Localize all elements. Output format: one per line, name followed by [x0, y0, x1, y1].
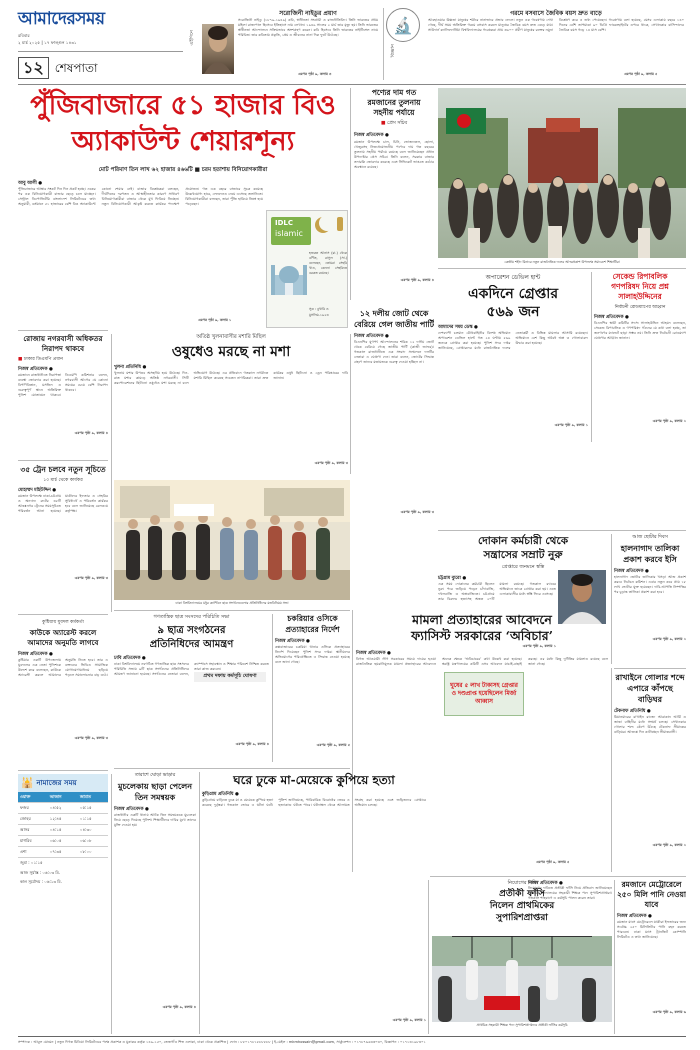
chakaria-byline: নিজস্ব প্রতিবেদক ●	[275, 639, 310, 644]
rakhine-headline: রাখাইনে গোলার শব্দে এপারে কাঁপছে বাড়িঘর	[615, 672, 685, 704]
hanging-body: নিয়োগের দাবিতে প্রতীকী ফাঁসি নিয়ে প্রতিবাদ জানিয়েছেন প্রাথমিক বিদ্যালয়ের সহকারী শিক্ষক পদে সুপারিশপ্রাপ্তরা। গতকাল শাহবাগে এ কর্মসূচি পালন করেন তারা।	[528, 886, 612, 900]
lead-headline-line2: অ্যাকাউন্ট শেয়ারশূন্য	[71, 126, 295, 157]
reform-continue: এরপর পৃষ্ঠা ৯, কলাম ২	[652, 419, 686, 423]
rakhine-body: মিয়ানমারের রাখাইন রাজ্যে আরাকান আর্মি ও জান্তা বাহিনীর মধ্যে সংঘর্ষ চলছে। সেখানকার গোলার শব্দে কেঁপে উঠছে টেকনাফ সীমান্তের বাড়িঘর। আতঙ্কে দিন কাটাচ্ছেন সীমান্তবাসী।	[614, 715, 686, 734]
halnagad-headline: হালনাগাদ তালিকা প্রকাশ করবে ইসি	[620, 543, 680, 564]
case-headline-2: ফ্যাসিস্ট সরকারের ‘অবিচার’	[411, 628, 553, 643]
mosquito-body: খুলনায় মশার উপদ্রব অসহনীয় হয়ে উঠেছে। দিন-রাত মশার কামড়ে অতিষ্ঠ নগরবাসী। সিটি করপোরেশনের ছিটানো ওষুধেও মশা মরছে না বলে অভিযোগ উঠেছে। এর প্রতিবাদে গতকাল নগরীতে মশারি মিছিল করেছে সচেতন নাগরিকরা। তারা দ্রুত কার্যকর ওষুধ ছিটানো ও ড্রেন পরিষ্কারের দাবি জানান।	[114, 371, 348, 385]
halnagad-byline: নিজস্ব প্রতিবেদক ●	[614, 569, 649, 574]
prayer-col-waqt: ওয়াক্ত	[18, 792, 48, 803]
devil-headline-1: একদিনে গ্রেপ্তার	[467, 286, 559, 302]
case-continue: এরপর পৃষ্ঠা ৯, কলাম ৫	[536, 860, 570, 864]
prayer-waqt: জোহর	[18, 814, 48, 825]
mosquito-headline: ওষুধেও মরছে না মশা	[171, 344, 291, 360]
jatiya-story	[354, 308, 434, 533]
price-headline-2: রমজানের তুলনায়	[367, 98, 421, 107]
metro-body: রমজান মাসে মেট্রোরেলে যাত্রীরা ইফতারের জন্য সর্বোচ্চ ২৫০ মিলিলিটার পানি বহন করতে পারবেন। ঢাকা ম্যাস ট্রানজিট কোম্পানি লিমিটেড এ তথ্য জানিয়েছে।	[617, 920, 686, 939]
mosque-icon: 🕌	[21, 777, 34, 789]
coordinators-story	[114, 772, 196, 1034]
prayer-row	[18, 847, 108, 858]
ad-brand-bottom: islamic	[275, 229, 303, 238]
price-byline: নিজস্ব প্রতিবেদক ●	[354, 133, 389, 138]
mosque-icon	[271, 257, 307, 297]
reform-body: বিএনপির স্থায়ী কমিটির সদস্য সালাহউদ্দিন আহমদ বলেছেন, সেকেন্ড রিপাবলিক ও গণপরিষদ গঠনের যে কথা বলা হচ্ছে, তা জনগণের ম্যান্ডেট ছাড়া সম্ভব নয়। তিনি দ্রুত নির্বাচনী রোডম্যাপ ঘোষণার আহ্বান জানান।	[594, 321, 686, 340]
prayer-table	[18, 792, 108, 858]
prayer-col-azan: আজান	[48, 792, 78, 803]
roja-headline: রোজায় নগরবাসী অধিকতর নিরাপদ থাকবে	[23, 334, 103, 353]
coordinators-continue: এরপর পৃষ্ঠা ৯, কলাম ৪	[162, 1005, 196, 1009]
price-kicker	[354, 120, 434, 128]
rakhine-continue: এরপর পৃষ্ঠা ৯, কলাম ২	[652, 843, 686, 847]
jatiya-byline: নিজস্ব প্রতিবেদক ●	[354, 334, 389, 339]
rally-photo-caption: কেন্দ্রীয় শহীদ মিনারে নতুন রাজনৈতিক দলের আত্মপ্রকাশ উপলক্ষে সমাবেশে শিক্ষার্থীরা	[504, 260, 620, 264]
mosquito-byline: খুলনা প্রতিনিধি ●	[114, 365, 147, 370]
nuru-headline-2: সন্ত্রাসের সম্রাট নুরু	[483, 549, 563, 561]
case-headline-1: মামলা প্রত্যাহারের আবেদনে	[412, 612, 552, 627]
rakhine-byline: টেকনাফ প্রতিনিধি ●	[614, 709, 651, 714]
vertical-tag: বিজ্ঞান	[390, 44, 396, 58]
lantern-icon	[337, 217, 343, 231]
mock-hanging-story	[432, 880, 612, 1034]
feature-title: সরোজিনী নাইডুর প্রয়াণ	[279, 10, 337, 17]
train-continue: এরপর পৃষ্ঠা ৯, কলাম ৩	[74, 576, 108, 580]
case-highlight-text: ঘুষের ৫ লাখ টাকাসহ গ্রেপ্তার ও দণ্ডপ্রাপ্ত হয়েছিলেন মির্জা আব্বাস	[450, 683, 518, 705]
lead-headline-line1: পুঁজিবাজারে ৫১ হাজার বিও	[30, 90, 336, 121]
prayer-row	[18, 814, 108, 825]
meeting-photo	[114, 480, 350, 600]
chakaria-headline: চকরিয়ার ওসিকে প্রত্যাহারের নির্দেশ	[285, 614, 340, 634]
metro-continue: এরপর পৃষ্ঠা ৯, কলাম ৬	[652, 1010, 686, 1014]
prayer-row	[18, 836, 108, 847]
prayer-header	[18, 774, 108, 792]
nuru-headline-1: দোকান কর্মচারী থেকে	[477, 535, 569, 547]
student-continue: এরপর পৃষ্ঠা ৯, কলাম ৪	[235, 742, 269, 746]
student-kicker: গণতান্ত্রিক ছাত্র সংসদের পরিচিতি সভা	[153, 614, 230, 620]
murder-headline: ঘরে ঢুকে মা-মেয়েকে কুপিয়ে হত্যা	[233, 773, 395, 787]
devil-continue: এরপর পৃষ্ঠা ৯, কলাম ১	[554, 423, 588, 427]
rally-photo	[438, 88, 686, 258]
ad-brand-top: IDLC	[275, 219, 294, 227]
lead-byline: আবু আলী ●	[18, 181, 43, 186]
hanging-kicker: নিয়োগের দাবি	[507, 880, 537, 886]
murder-story	[202, 772, 426, 1034]
prayer-jumma: জুমা : ০১:১৫	[20, 860, 43, 865]
devil-hunt-story	[438, 272, 588, 442]
newspaper-logo: আমাদেরসময়	[18, 9, 105, 29]
jatiya-headline: ১২ দলীয় জোট থেকে বেরিয়ে গেল জাতীয় পার্টি	[354, 309, 434, 329]
lead-body: পুঁজিবাজারে আস্থার সংকট দিন দিন প্রকট হচ্ছে। একের পর এক বিনিয়োগকারী বাজার ছেড়ে চলে যাচ্ছেন। সেন্ট্রাল ডিপোজিটরি বাংলাদেশ লিমিটেডের তথ্য অনুযায়ী, বর্তমানে ৫১ হাজারের বেশি বিও অ্যাকাউন্টে কোনো শেয়ার নেই। বাজার বিশ্লেষকরা বলছেন, দীর্ঘদিনের দরপতন ও আস্থাহীনতার কারণে সাধারণ বিনিয়োগকারীরা বাজার থেকে মুখ ফিরিয়ে নিচ্ছেন। নতুন বিনিয়োগকারী আকৃষ্ট করতে কার্যকর পদক্ষেপ প্রয়োজন। গত এক বছরে বাজারে সূচক কমেছে উল্লেখযোগ্য হারে, লেনদেনও নেমে এসেছে তলানিতে। বিনিয়োগকারীরা বলছেন, তারা পুঁজি হারিয়ে নিঃস্ব হয়ে পড়েছেন।	[18, 187, 263, 206]
microscope-icon: 🔬	[393, 15, 413, 35]
kushtia-kicker: কুষ্টিয়ায় যুবদল কর্মকর্তা	[42, 620, 84, 625]
ad-source: সূত্র : বুখারি ও মুসলিম-১৯২৩	[309, 307, 329, 317]
nuru-byline: চট্টগ্রাম ব্যুরো ●	[438, 576, 467, 581]
sunset-time: আজ সূর্যাস্ত : ০৬:০৩ মি.	[20, 870, 61, 875]
issue-day: রবিবার	[18, 33, 30, 38]
train-body: রমজান উপলক্ষে ঢাকা-চট্টগ্রাম ও অন্যান্য রুটের ৩৫টি আন্তঃনগর ট্রেনের সময়সূচিতে পরিবর্তন আনা হয়েছে। যাত্রীদের ইফতার ও সেহরির সুবিধার্থে এ পরিবর্তন কার্যকর হবে বলে জানিয়েছে রেলওয়ে কর্তৃপক্ষ।	[18, 494, 108, 513]
roja-story	[18, 334, 108, 456]
prayer-waqt: ফজর	[18, 803, 48, 814]
murder-byline: কুড়িগ্রাম প্রতিনিধি ●	[202, 792, 239, 797]
prayer-jamat: ০৬:০৮	[78, 836, 108, 847]
vertical-tag: এইদিনে	[189, 30, 195, 46]
issue-date: ২ মার্চ ২০২৫ | ১৭ ফাল্গুন ১৪৩১	[18, 40, 77, 45]
ad-text: হজরত আনাস (রা.) থেকে বর্ণিত, রাসুল (সা.) বলেছেন, তোমরা সেহরি খাও, কেননা সেহরিতে বরকত রয়েছে।	[309, 251, 347, 275]
coordinators-body: রাজধানীর একটি থানায় আটক তিন সমন্বয়ককে মুচলেকা নিয়ে ছেড়ে দিয়েছে পুলিশ। শিক্ষার্থীদের দাবির মুখে তাদের মুক্তি দেওয়া হয়।	[114, 813, 196, 827]
prayer-azan: ০৪:৫২	[48, 803, 78, 814]
roja-body: রমজানে রাজধানীতে নিরাপত্তা ব্যবস্থা জোরদার করা হয়েছে। বিপণিবিতান, মসজিদ ও গুরুত্বপূর্ণ স্থানে অতিরিক্ত পুলিশ মোতায়েন থাকবে। ডিএমপি কমিশনার বলেন, নগরবাসী আগের যে কোনো সময়ের চেয়ে বেশি নিরাপদ থাকবে।	[18, 373, 108, 397]
prayer-title: নামাজের সময়	[36, 779, 77, 787]
mosquito-story	[114, 334, 348, 476]
prayer-azan: ১২:৪৫	[48, 814, 78, 825]
halnagad-story	[614, 534, 686, 664]
lead-continue: এরপর পৃষ্ঠা ৯, কলাম ১	[198, 318, 232, 322]
metro-byline: নিজস্ব প্রতিবেদক ●	[617, 914, 652, 919]
halnagad-continue: এরপর পৃষ্ঠা ৯, কলাম ২	[652, 637, 686, 641]
feature-continue: এরপর পৃষ্ঠা ৯, কলাম ৫	[624, 72, 658, 76]
science-badge	[386, 8, 420, 42]
hanging-headline-1: প্রতীকী ফাঁসি	[499, 889, 545, 899]
masthead	[18, 8, 183, 80]
portrait-photo	[202, 24, 234, 74]
metro-headline: রমজানে মেট্রোরেলে ২৫০ মিলি পানি নেওয়া যাবে	[617, 880, 686, 909]
kushtia-byline: নিজস্ব প্রতিবেদক ●	[18, 652, 53, 657]
jatiya-body: বিএনপির যুগপৎ আন্দোলনের শরিক ১২ দলীয় জোট থেকে বেরিয়ে গেছে জাতীয় পার্টি (কাজী জাফর)। গতকাল রাজধানীতে এক সংবাদ সম্মেলনে দলটির নেতারা এ ঘোষণা দেন। তারা বলেন, জোটের সিদ্ধান্ত গ্রহণে তাদের মতামতকে গুরুত্ব দেওয়া হচ্ছিল না।	[354, 340, 434, 364]
devil-body: দেশব্যাপী চলমান যৌথবাহিনীর বিশেষ অভিযান অপারেশন ডেভিল হান্টে গত ২৪ ঘণ্টায় ৫৬৯ জনকে গ্রেপ্তার করা হয়েছে। পুলিশ সদর দপ্তর জানিয়েছে, গ্রেপ্তারদের মধ্যে রাজনৈতিক দলের নেতাকর্মী ও বিভিন্ন মামলার আসামি রয়েছেন। অভিযানে বেশ কিছু অবৈধ অস্ত্র ও গোলাবারুদ উদ্ধার করা হয়েছে।	[438, 331, 588, 350]
square-bullet-icon: ■	[18, 357, 24, 362]
nuru-continue: এরপর পৃষ্ঠা ৯, কলাম ১	[522, 644, 556, 648]
student-kicker-2: প্রথম দফায় কর্মসূচি ঘোষণা	[194, 672, 266, 682]
prayer-jamat: ০৪:৩০	[78, 825, 108, 836]
protest-photo-caption: প্রাথমিক সহকারী শিক্ষক পদে সুপারিশপ্রাপ্তদের প্রতীকী ফাঁসির কর্মসূচি	[476, 1023, 568, 1027]
feature-title: গরমে বসবাসে জৈবিক বয়স দ্রুত বাড়ে	[510, 10, 602, 17]
prayer-azan: ০৭:৩৫	[48, 847, 78, 858]
student-body: ঢাকা বিশ্ববিদ্যালয়ে নবগঠিত গণতান্ত্রিক ছাত্র সংসদের পরিচিতি সভায় ৯টি ছাত্র সংগঠনের প্রতিনিধিদের আমন্ত্রণ জানানো হয়েছে। সংগঠনের নেতারা বলেন, ক্যাম্পাসে সহাবস্থান ও শিক্ষার পরিবেশ নিশ্চিত করতে তারা কাজ করবেন।	[114, 662, 269, 676]
lead-subhead: মোট পরিমাণ তিন লাখ ৬২ হাজার ৪৬৬টি ■ চরম হতাশায় বিনিয়োগকারীরা	[98, 167, 268, 173]
murder-body: কুড়িগ্রামে বাড়িতে ঢুকে মা ও মেয়েকে কুপিয়ে হত্যা করেছে দুর্বৃত্তরা। গতকাল ভোরে এ ঘটনা ঘটে। পুলিশ জানিয়েছে, পারিবারিক বিরোধের জেরে এ হত্যাকাণ্ড ঘটতে পারে। ঘটনাস্থল থেকে আলামত সংগ্রহ করা হয়েছে এবং জড়িতদের গ্রেপ্তারে অভিযান চলছে।	[202, 798, 426, 807]
feature-body: সরোজিনী নাইডু (১৮৭৯-১৯৪৯) কবি, স্বাধীনতা সংগ্রামী ও রাজনীতিবিদ। তিনি ভারতের প্রথম মহিলা রাজ্যপাল হিসেবে ইতিহাসে নাম লেখান। ১৯৪৯ সালের ২ মার্চ তার মৃত্যু হয়। তিনি ভারতের স্বাধীনতা আন্দোলনে সক্রিয়ভাবে অংশগ্রহণ করেন। কবি হিসেবে তিনি ভারতের নাইটিঙ্গেল নামে পরিচিত। তার কবিতায় প্রকৃতি, প্রেম ও জীবনের নানা দিক ফুটে উঠেছে।	[238, 18, 378, 37]
price-headline-3: সহনীয় পর্যায়ে	[373, 108, 415, 117]
price-headline-1: পণ্যের দাম গত	[371, 88, 417, 97]
prayer-jamat: ০৫:১৫	[78, 803, 108, 814]
devil-headline-2: ৫৬৯ জন	[486, 304, 540, 320]
hanging-headline-2: নিলেন প্রাথমিকের	[489, 901, 555, 911]
coordinators-kicker: তারাশে ঘোড়া ভাড়ার	[134, 773, 176, 778]
roja-continue: এরপর পৃষ্ঠা ৯, কলাম ৪	[74, 431, 108, 435]
page-number-box	[18, 57, 98, 79]
price-continue: এরপর পৃষ্ঠা ৯, কলাম ৪	[400, 278, 434, 282]
sunrise-time: কাল সূর্যোদয় : ০৬:১৩ মি.	[20, 879, 62, 884]
train-byline: মোহাম্মদ মহিউদ্দিন ●	[18, 488, 57, 493]
prayer-azan: ০৬:০৫	[48, 836, 78, 847]
chakaria-body: কক্সবাজারের চকরিয়া থানার ওসিকে প্রত্যাহারের নির্দেশ দিয়েছেন পুলিশ সদর দপ্তর। স্থানীয়দের অভিযোগের পরিপ্রেক্ষিতে এ সিদ্ধান্ত নেওয়া হয়েছে বলে জানা গেছে।	[275, 645, 350, 664]
student-byline: ঢাবি প্রতিবেদক ●	[114, 656, 146, 661]
case-body: বিগত আওয়ামী লীগ সরকারের সময়ে দায়ের হওয়া রাজনৈতিক হয়রানিমূলক মামলা প্রত্যাহারের আবেদনে অনেক ক্ষেত্রে ‘অবিচারের’ কথা উল্লেখ করা হয়েছে। স্বরাষ্ট্র মন্ত্রণালয়ের কমিটি এসব আবেদন যাচাই-বাছাই করছে। এর মধ্যে কিছু দুর্নীতির মামলাও রয়েছে বলে জানা গেছে।	[356, 657, 608, 666]
prayer-waqt: আসর	[18, 825, 48, 836]
page-name: শেষপাতা	[54, 61, 98, 75]
feature-continue: এরপর পৃষ্ঠা ৯, কলাম ৩	[298, 72, 332, 76]
kushtia-body: কুষ্টিয়ার একটি উপজেলায় যুবদলের এক নেতা পুলিশকে উদ্দেশ করে বলেছেন, কাউকে অ্যারেস্ট করলে আমাদের অনুমতি নিতে হবে। তার এ বক্তব্যের ভিডিও সামাজিক যোগাযোগমাধ্যমে ছড়িয়ে পড়লে সমালোচনার ঝড় ওঠে।	[18, 658, 108, 677]
prayer-row	[18, 803, 108, 814]
reform-headline-1: সেকেন্ড রিপাবলিক	[612, 272, 668, 281]
halnagad-kicker: আজ ছোটার দিবস	[632, 535, 668, 540]
coordinators-byline: নিজস্ব প্রতিবেদক ●	[114, 807, 149, 812]
murder-continue: এরপর পৃষ্ঠা ৯, কলাম ১	[392, 1018, 426, 1022]
coordinators-headline: মুচলেকায় ছাড়া পেলেন তিন সমন্বয়ক	[118, 781, 192, 802]
roja-kicker-text: ঢাকার ডিএমপি প্রধান	[23, 357, 63, 362]
nuru-body: এক সময় দোকানের কর্মচারী ছিলেন নুরু। পরে জড়িয়ে পড়েন চাঁদাবাজি, দখলবাজি ও অস্ত্রবাজিতে। চট্টগ্রামে তার বিরুদ্ধে হত্যাসহ অন্তত ২০টি মামলা রয়েছে। গতকাল র‍্যাবের অভিযানে তাকে গ্রেপ্তার করা হয়। এতে এলাকাবাসীর মধ্যে স্বস্তি ফিরে এসেছে।	[438, 582, 556, 601]
idlc-ad	[266, 210, 348, 328]
page-number: ১২	[18, 57, 49, 79]
jatiya-continue: এরপর পৃষ্ঠা ৯, কলাম ৩	[400, 510, 434, 514]
reform-headline-3: সালাহউদ্দিনের	[618, 292, 662, 301]
train-headline: ৩৫ ট্রেন চলবে নতুন সূচিতে	[20, 465, 106, 474]
student-headline-1: ৯ ছাত্র সংগঠনের	[157, 625, 226, 636]
prayer-jamat: ০৮:০০	[78, 847, 108, 858]
hanging-byline: নিজস্ব প্রতিবেদক ●	[528, 881, 563, 886]
ad-logo	[271, 217, 311, 245]
devil-kicker: অপারেশন ডেভিল হান্ট	[485, 274, 541, 281]
reform-story	[594, 272, 686, 442]
feature-science	[386, 8, 686, 80]
hanging-headline-3: সুপারিশপ্রাপ্তরা	[496, 913, 548, 923]
prayer-waqt: মাগরিব	[18, 836, 48, 847]
prayer-col-jamat: জামাত	[78, 792, 108, 803]
meeting-photo-caption: ঢাকা বিশ্ববিদ্যালয়ের মধুর ক্যান্টিনে ছাত্র সংগঠনগুলোর প্রতিনিধিদের মতবিনিময় সভা	[175, 601, 289, 605]
imprint-line: সম্পাদক : আবুল মোমেন | নতুন দিগন্ত মিডিয়া লিমিটেডের পক্ষে প্রকাশক ও মুদ্রাকর কর্তৃক ১৪৯-১৫০, তেজগাঁও শিল্প এলাকা, ঢাকা থেকে প্রকাশিত | ফোন : ৮৮০১৭৮১৮৮৮৮৮৮ | ই-মেইল : mkmhossain@gmail.com, সার্কুলেশন : ০১৭৮৭৬৬৩৩০৩০, বিজ্ঞাপন : ০১৭১৩১৯৮৩০১	[18, 1040, 426, 1044]
crescent-icon	[319, 215, 335, 231]
square-bullet-icon: ■	[380, 121, 388, 126]
roja-byline: নিজস্ব প্রতিবেদক ●	[18, 367, 53, 372]
kushtia-story	[18, 618, 108, 766]
reform-byline: নিজস্ব প্রতিবেদক ●	[594, 315, 629, 320]
feature-sarojini	[188, 8, 378, 80]
prayer-times-box	[18, 774, 108, 904]
halnagad-body: হালনাগাদ ভোটার তালিকার খসড়া আজ প্রকাশ করবে নির্বাচন কমিশন। এবার নতুন করে প্রায় ১৮ লাখ ভোটার যুক্ত হয়েছেন। দাবি-আপত্তি নিষ্পত্তির পর চূড়ান্ত তালিকা প্রকাশ করা হবে।	[614, 575, 686, 594]
roja-kicker	[18, 355, 108, 363]
chakaria-continue: এরপর পৃষ্ঠা ৯, কলাম ৫	[316, 743, 350, 747]
metro-story	[617, 880, 686, 1034]
price-body: রমজান উপলক্ষে চাল, চিনি, ভোজ্যতেল, ছোলা, খেজুরসহ নিত্যপ্রয়োজনীয় পণ্যের দাম গত বছরের তুলনায় সহনীয় পর্যায়ে রয়েছে বলে জানিয়েছেন প্রধান উপদেষ্টার প্রেস সচিব। তিনি বলেন, সরকার বাজার তদারকি জোরদার করেছে এবং সিন্ডিকেট ভাঙতে কঠোর অবস্থানে রয়েছে।	[354, 140, 434, 169]
chakaria-story	[275, 614, 350, 762]
feature-body: আবহাওয়ার উষ্ণতা মানুষের শরীরে নানাভাবে প্রভাব ফেলে। নতুন এক গবেষণায় দেখা গেছে, দীর্ঘ সময় অতিরিক্ত গরমে বসবাস করলে মানুষের জৈবিক বয়স দ্রুত বেড়ে যায়। সাউদার্ন ক্যালিফোর্নিয়া বিশ্ববিদ্যালয়ের গবেষকরা প্রায় ৩৬০০ প্রবীণ মানুষের রক্তের নমুনা বিশ্লেষণ করে এ তথ্য পেয়েছেন। গবেষণায় বলা হয়েছে, যেসব এলাকায় বছরে ১৪০ দিনের বেশি তাপমাত্রা ৯০ ডিগ্রি ফারেনহাইটের ওপরে থাকে, সেখানকার বাসিন্দাদের জৈবিক বয়স গড়ে ১৪ মাস বেশি।	[428, 18, 684, 32]
mosquito-continue: এরপর পৃষ্ঠা ৯, কলাম ৩	[314, 461, 348, 465]
case-byline: নিজস্ব প্রতিবেদক ●	[356, 651, 391, 656]
prayer-azan: ০৪:১৫	[48, 825, 78, 836]
rakhine-story	[614, 672, 686, 870]
train-story	[18, 464, 108, 612]
price-story	[354, 88, 434, 300]
prayer-jamat: ০১:১৫	[78, 814, 108, 825]
price-kicker-text: প্রেস সচিব	[387, 121, 408, 126]
reform-kicker: নির্বাচনী রোডম্যাপের আহ্বান	[614, 305, 666, 310]
student-groups-story	[114, 614, 269, 762]
protest-photo	[432, 936, 612, 1022]
prayer-waqt: এশা	[18, 847, 48, 858]
train-kicker: ১০ মার্চ থেকে কার্যকর	[43, 478, 83, 483]
kushtia-headline: কাউকে অ্যারেস্ট করলে আমাদের অনুমতি লাগবে	[27, 628, 99, 647]
reform-headline-2: গণপরিষদ নিয়ে প্রশ্ন	[611, 282, 669, 291]
kushtia-continue: এরপর পৃষ্ঠা ৯, কলাম ৩	[74, 736, 108, 740]
devil-byline: আমাদের সময় ডেস্ক ●	[438, 325, 478, 330]
nuru-kicker: গ্রেপ্তারে জনমনে স্বস্তি	[501, 564, 545, 570]
prayer-row	[18, 825, 108, 836]
case-highlight-box	[444, 672, 524, 716]
student-headline-2: প্রতিনিধিদের আমন্ত্রণ	[149, 639, 234, 650]
mosquito-kicker: অতিষ্ঠ খুলনাবাসীর মশারি মিছিল	[196, 334, 266, 340]
